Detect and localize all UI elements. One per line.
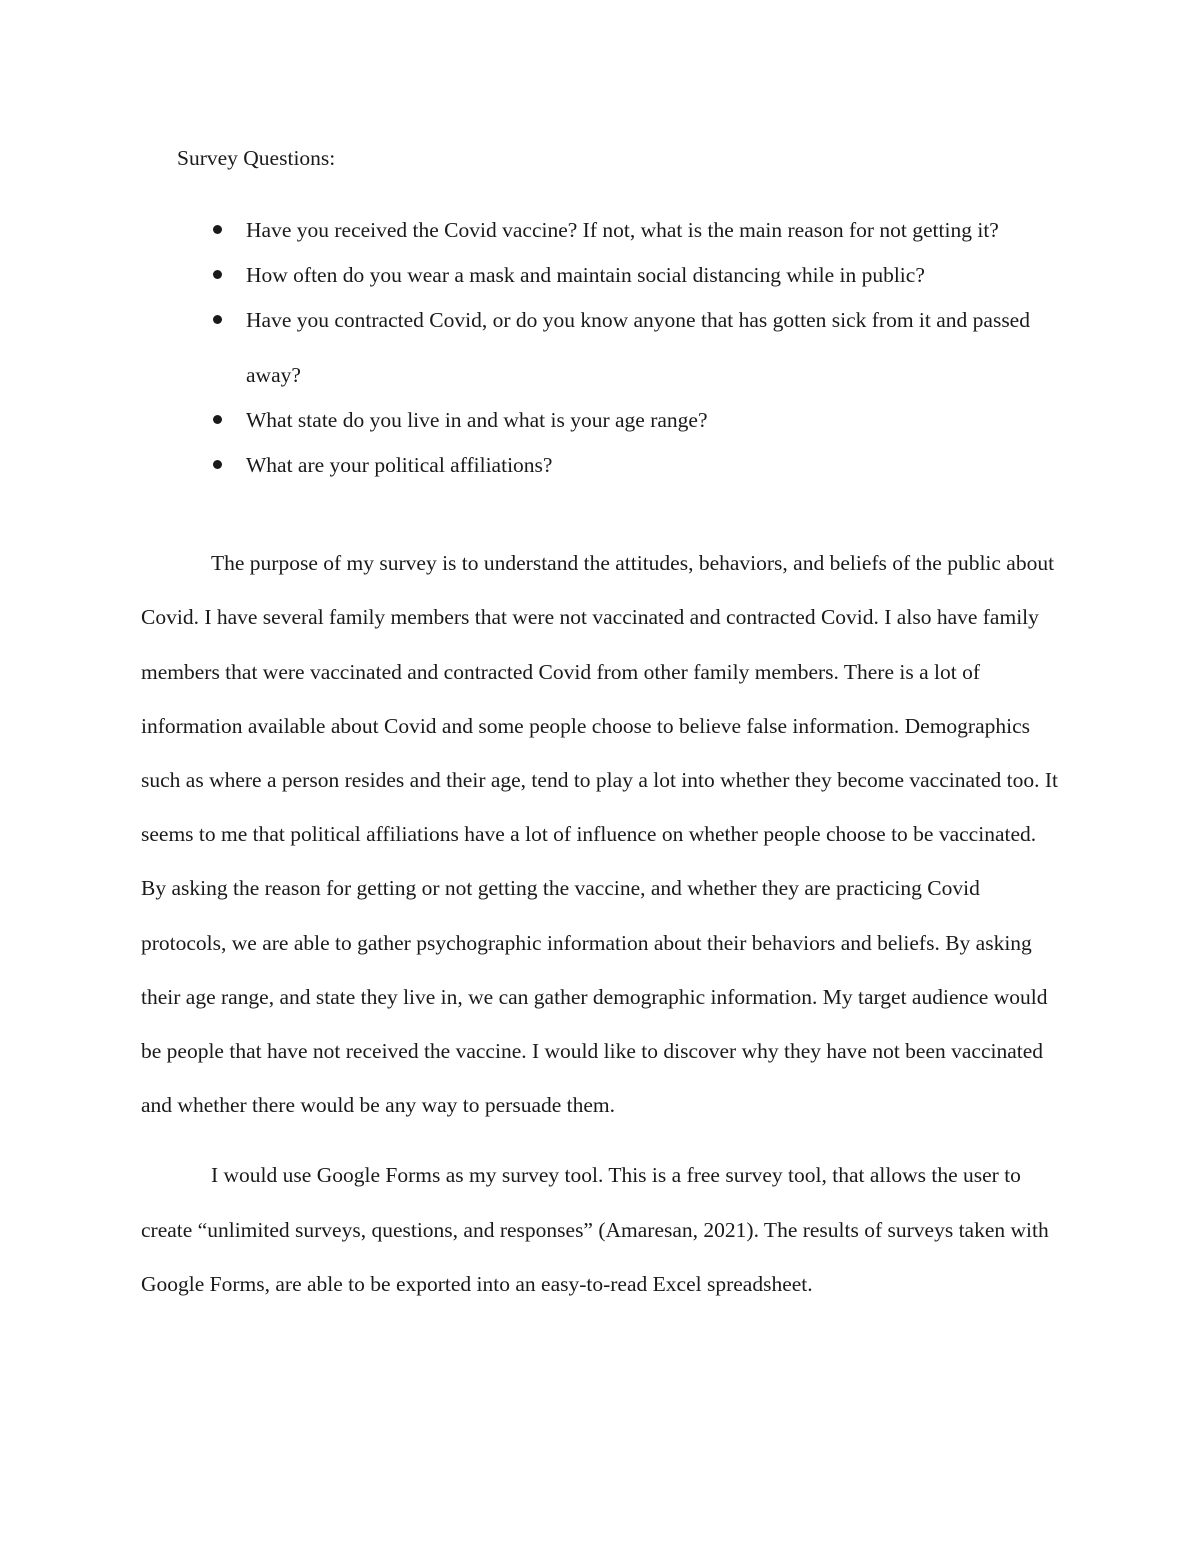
survey-question-text: How often do you wear a mask and maintain social distancing while in public? [246,263,925,288]
survey-question-item [141,293,1061,401]
bullet-icon [213,270,222,279]
survey-question-text: What state do you live in and what is your age range? [246,407,708,432]
document-body [141,140,1061,1311]
survey-question-text: Have you contracted Covid, or do you know anyone that has gotten sick from it and passed away? [246,308,1030,387]
survey-question-item [141,438,1061,492]
survey-question-text: Have you received the Covid vaccine? If not, what is the main reason for not getting it? [246,218,999,242]
survey-question-list [141,203,1061,492]
bullet-icon [213,225,222,234]
bullet-icon [213,460,222,469]
bullet-icon [213,315,222,324]
survey-question-text: What are your political affiliations? [246,453,553,478]
bullet-icon [213,415,222,424]
survey-heading: Survey Questions: [177,146,336,170]
survey-tool-paragraph: I would use Google Forms as my survey tool. This is a free survey tool, that allows the user to create “unlimited surveys, questions, and responses” (Amaresan, 2021). The results of surveys taken with Google Forms, are able to be exported into an easy-to-read Excel spreadsheet. [141,1163,1049,1296]
purpose-paragraph: The purpose of my survey is to understand the attitudes, behaviors, and beliefs of the public about Covid. I have several family members that were not vaccinated and contracted Covid. I also have family members that were vaccinated and contracted Covid from other family members. There is a lot of information available about Covid and some people choose to believe false information. Demographics such as where a person resides and their age, tend to play a lot into whether they become vaccinated too. It seems to me that political affiliations have a lot of influence on whether people choose to be vaccinated. By asking the reason for getting or not getting the vaccine, and whether they are practicing Covid protocols, we are able to gather psychographic information about their behaviors and beliefs. By asking their age range, and state they live in, we can gather demographic information. My target audience would be people that have not received the vaccine. I would like to discover why they have not been vaccinated and whether there would be any way to persuade them. [141,551,1059,1118]
